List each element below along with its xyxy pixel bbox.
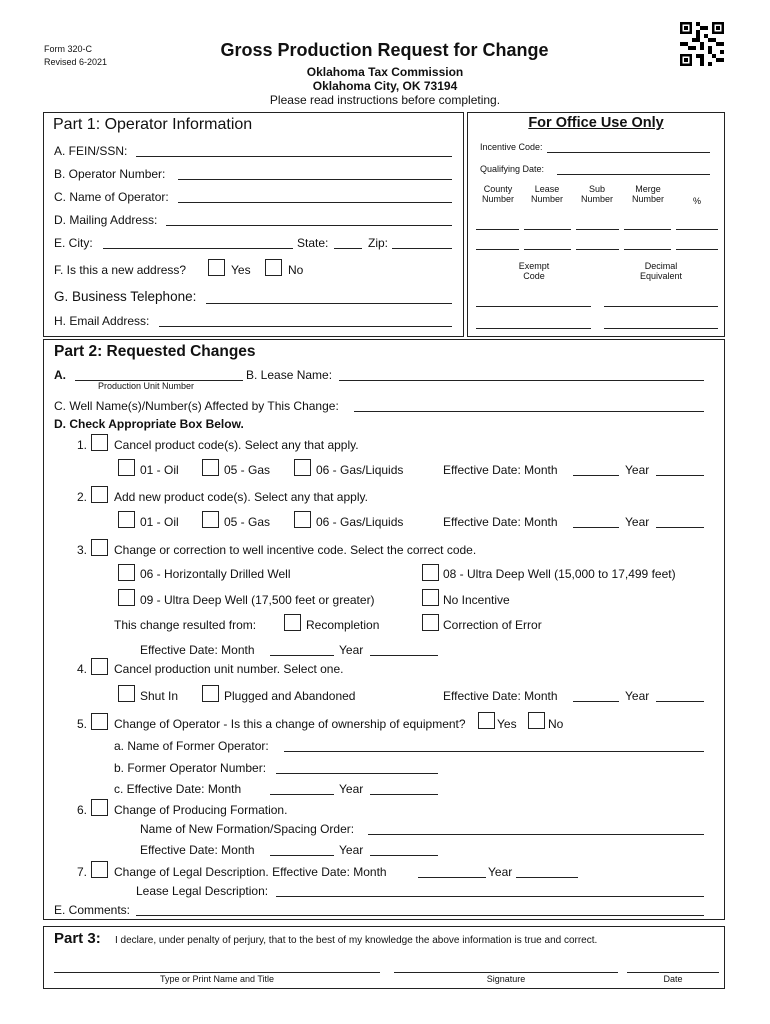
item-2-effective-label: Effective Date: Month xyxy=(443,515,558,529)
sub-field-1[interactable] xyxy=(576,229,619,230)
sub-header: Sub Number xyxy=(580,184,613,204)
part3-title: Part 3: xyxy=(54,930,101,947)
recompletion-label: Recompletion xyxy=(306,618,380,632)
well-names-field[interactable] xyxy=(354,411,704,412)
new-address-no-label: No xyxy=(288,263,304,277)
item-1-effective-label: Effective Date: Month xyxy=(443,463,558,477)
exempt-code-header: Exempt Code xyxy=(518,261,550,281)
name-title-field[interactable] xyxy=(54,972,380,973)
merge-header: Merge Number xyxy=(631,184,664,204)
production-unit-caption: Production Unit Number xyxy=(98,381,195,391)
legal-description-label: Lease Legal Description: xyxy=(136,884,269,898)
cancel-gas-label: 05 - Gas xyxy=(224,463,271,477)
new-formation-label: Name of New Formation/Spacing Order: xyxy=(140,822,355,836)
cancel-unit-number-checkbox[interactable] xyxy=(91,658,108,675)
signature-field[interactable] xyxy=(394,972,618,973)
item-2-year-field[interactable] xyxy=(656,527,704,528)
ownership-no-label: No xyxy=(548,717,564,731)
add-gasliquids-label: 06 - Gas/Liquids xyxy=(316,515,404,529)
county-field-1[interactable] xyxy=(476,229,519,230)
item-6-number: 6. xyxy=(77,803,88,817)
fein-field[interactable] xyxy=(136,156,452,157)
item-6-year-label: Year xyxy=(339,843,364,857)
instructions-note: Please read instructions before completing. xyxy=(269,93,501,107)
percent-header: % xyxy=(693,196,702,206)
office-use-title: For Office Use Only xyxy=(528,115,664,131)
code-08-label: 08 - Ultra Deep Well (15,000 to 17,499 feet) xyxy=(443,567,676,581)
decimal-header: Decimal Equivalent xyxy=(639,261,683,281)
item-1-month-field[interactable] xyxy=(573,475,619,476)
mailing-address-field[interactable] xyxy=(166,225,452,226)
comments-label: E. Comments: xyxy=(54,903,131,917)
new-address-yes-checkbox[interactable] xyxy=(208,259,225,276)
former-operator-number-label: b. Former Operator Number: xyxy=(114,761,267,775)
item-1-number: 1. xyxy=(77,438,88,452)
item-3-year-label: Year xyxy=(339,643,364,657)
plugged-abandoned-checkbox[interactable] xyxy=(202,685,219,702)
incentive-code-change-label: Change or correction to well incentive code. Select the correct code. xyxy=(114,543,477,557)
county-field-2[interactable] xyxy=(476,249,519,250)
add-oil-label: 01 - Oil xyxy=(140,515,179,529)
decimal-field-1[interactable] xyxy=(604,306,718,307)
cancel-unit-number-label: Cancel production unit number. Select one. xyxy=(114,662,344,676)
change-operator-label: Change of Operator - Is this a change of ownership of equipment? xyxy=(114,717,466,731)
cancel-oil-label: 01 - Oil xyxy=(140,463,179,477)
agency-address: Oklahoma City, OK 73194 xyxy=(312,79,458,93)
declaration-text: I declare, under penalty of perjury, that to the best of my knowledge the above information is true and correct. xyxy=(115,935,598,946)
legal-description-field[interactable] xyxy=(276,896,704,897)
exempt-field-1[interactable] xyxy=(476,306,591,307)
new-address-yes-label: Yes xyxy=(231,263,251,277)
city-field[interactable] xyxy=(103,248,293,249)
item-3-year-field[interactable] xyxy=(370,655,438,656)
well-names-label: C. Well Name(s)/Number(s) Affected by This Change: xyxy=(54,399,339,413)
qualifying-date-label: Qualifying Date: xyxy=(480,164,545,174)
no-incentive-label: No Incentive xyxy=(443,593,510,607)
merge-field-1[interactable] xyxy=(624,229,671,230)
revised-date: Revised 6-2021 xyxy=(44,57,108,67)
qr-code-icon xyxy=(680,22,724,66)
new-formation-field[interactable] xyxy=(368,834,704,835)
lease-name-label: B. Lease Name: xyxy=(246,368,333,382)
zip-field[interactable] xyxy=(392,248,452,249)
form-number: Form 320-C xyxy=(44,44,93,54)
operator-number-label: B. Operator Number: xyxy=(54,167,166,181)
item-6-year-field[interactable] xyxy=(370,855,438,856)
item-6-month-field[interactable] xyxy=(270,855,334,856)
incentive-code-field[interactable] xyxy=(547,152,710,153)
change-legal-label: Change of Legal Description. Effective Date: Month xyxy=(114,865,387,879)
code-08-checkbox[interactable] xyxy=(422,564,439,581)
item-5-effective-label: c. Effective Date: Month xyxy=(114,782,242,796)
city-label: E. City: xyxy=(54,236,93,250)
correction-error-label: Correction of Error xyxy=(443,618,542,632)
production-unit-label: A. xyxy=(54,368,66,382)
item-7-year-field[interactable] xyxy=(516,877,578,878)
cancel-product-code-checkbox[interactable] xyxy=(91,434,108,451)
former-operator-field[interactable] xyxy=(284,751,704,752)
item-2-number: 2. xyxy=(77,490,88,504)
change-resulted-label: This change resulted from: xyxy=(114,618,257,632)
add-gas-label: 05 - Gas xyxy=(224,515,271,529)
cancel-product-code-label: Cancel product code(s). Select any that apply. xyxy=(114,438,359,452)
shut-in-label: Shut In xyxy=(140,689,179,703)
new-address-no-checkbox[interactable] xyxy=(265,259,282,276)
part2-title: Part 2: Requested Changes xyxy=(54,343,256,360)
date-caption: Date xyxy=(663,974,683,984)
item-2-year-label: Year xyxy=(625,515,650,529)
item-4-year-field[interactable] xyxy=(656,701,704,702)
former-operator-number-field[interactable] xyxy=(276,773,438,774)
page-title: Gross Production Request for Change xyxy=(220,40,549,60)
code-09-checkbox[interactable] xyxy=(118,589,135,606)
date-field[interactable] xyxy=(627,972,719,973)
item-4-number: 4. xyxy=(77,662,88,676)
ownership-no-checkbox[interactable] xyxy=(528,712,545,729)
item-2-month-field[interactable] xyxy=(573,527,619,528)
add-gasliquids-checkbox[interactable] xyxy=(294,511,311,528)
zip-label: Zip: xyxy=(368,236,389,250)
operator-name-field[interactable] xyxy=(178,202,452,203)
item-1-year-field[interactable] xyxy=(656,475,704,476)
telephone-label: G. Business Telephone: xyxy=(54,289,197,304)
add-product-code-checkbox[interactable] xyxy=(91,486,108,503)
code-06-label: 06 - Horizontally Drilled Well xyxy=(140,567,291,581)
shut-in-checkbox[interactable] xyxy=(118,685,135,702)
change-operator-checkbox[interactable] xyxy=(91,713,108,730)
county-header: County Number xyxy=(481,184,514,204)
exempt-field-2[interactable] xyxy=(476,328,591,329)
correction-error-checkbox[interactable] xyxy=(422,614,439,631)
item-1-year-label: Year xyxy=(625,463,650,477)
signature-caption: Signature xyxy=(486,974,526,984)
item-5-year-label: Year xyxy=(339,782,364,796)
item-3-month-field[interactable] xyxy=(270,655,334,656)
operator-number-field[interactable] xyxy=(178,179,452,180)
lease-field-2[interactable] xyxy=(524,249,571,250)
item-4-year-label: Year xyxy=(625,689,650,703)
add-gas-checkbox[interactable] xyxy=(202,511,219,528)
plugged-abandoned-label: Plugged and Abandoned xyxy=(224,689,356,703)
ownership-yes-checkbox[interactable] xyxy=(478,712,495,729)
email-label: H. Email Address: xyxy=(54,314,150,328)
cancel-gasliquids-checkbox[interactable] xyxy=(294,459,311,476)
merge-field-2[interactable] xyxy=(624,249,671,250)
change-formation-checkbox[interactable] xyxy=(91,799,108,816)
decimal-field-2[interactable] xyxy=(604,328,718,329)
item-5-number: 5. xyxy=(77,717,88,731)
add-oil-checkbox[interactable] xyxy=(118,511,135,528)
change-formation-label: Change of Producing Formation. xyxy=(114,803,288,817)
code-09-label: 09 - Ultra Deep Well (17,500 feet or greater) xyxy=(140,593,375,607)
add-product-code-label: Add new product code(s). Select any that apply. xyxy=(114,490,368,504)
mailing-address-label: D. Mailing Address: xyxy=(54,213,158,227)
state-field[interactable] xyxy=(334,248,362,249)
former-operator-label: a. Name of Former Operator: xyxy=(114,739,269,753)
item-3-number: 3. xyxy=(77,543,88,557)
check-box-instruction: D. Check Appropriate Box Below. xyxy=(54,417,244,431)
percent-field-2[interactable] xyxy=(676,249,718,250)
lease-field-1[interactable] xyxy=(524,229,571,230)
new-address-label: F. Is this a new address? xyxy=(54,263,187,277)
item-7-year-label: Year xyxy=(488,865,513,879)
item-7-number: 7. xyxy=(77,865,88,879)
ownership-yes-label: Yes xyxy=(497,717,517,731)
lease-name-field[interactable] xyxy=(339,380,704,381)
item-4-effective-label: Effective Date: Month xyxy=(443,689,558,703)
no-incentive-checkbox[interactable] xyxy=(422,589,439,606)
name-title-caption: Type or Print Name and Title xyxy=(159,974,275,984)
cancel-gasliquids-label: 06 - Gas/Liquids xyxy=(316,463,404,477)
percent-field-1[interactable] xyxy=(676,229,718,230)
item-7-month-field[interactable] xyxy=(418,877,486,878)
change-legal-checkbox[interactable] xyxy=(91,861,108,878)
cancel-gas-checkbox[interactable] xyxy=(202,459,219,476)
recompletion-checkbox[interactable] xyxy=(284,614,301,631)
state-label: State: xyxy=(297,236,329,250)
item-5-year-field[interactable] xyxy=(370,794,438,795)
incentive-code-label: Incentive Code: xyxy=(480,142,543,152)
item-6-effective-label: Effective Date: Month xyxy=(140,843,255,857)
sub-field-2[interactable] xyxy=(576,249,619,250)
lease-header: Lease Number xyxy=(530,184,563,204)
email-field[interactable] xyxy=(159,326,452,327)
telephone-field[interactable] xyxy=(206,303,452,304)
code-06-checkbox[interactable] xyxy=(118,564,135,581)
incentive-code-change-checkbox[interactable] xyxy=(91,539,108,556)
item-4-month-field[interactable] xyxy=(573,701,619,702)
item-3-effective-label: Effective Date: Month xyxy=(140,643,255,657)
item-5-month-field[interactable] xyxy=(270,794,334,795)
part1-title: Part 1: Operator Information xyxy=(53,116,253,133)
qualifying-date-field[interactable] xyxy=(557,174,710,175)
operator-name-label: C. Name of Operator: xyxy=(54,190,169,204)
fein-label: A. FEIN/SSN: xyxy=(54,144,128,158)
comments-field[interactable] xyxy=(136,915,704,916)
cancel-oil-checkbox[interactable] xyxy=(118,459,135,476)
agency-name: Oklahoma Tax Commission xyxy=(306,65,464,79)
